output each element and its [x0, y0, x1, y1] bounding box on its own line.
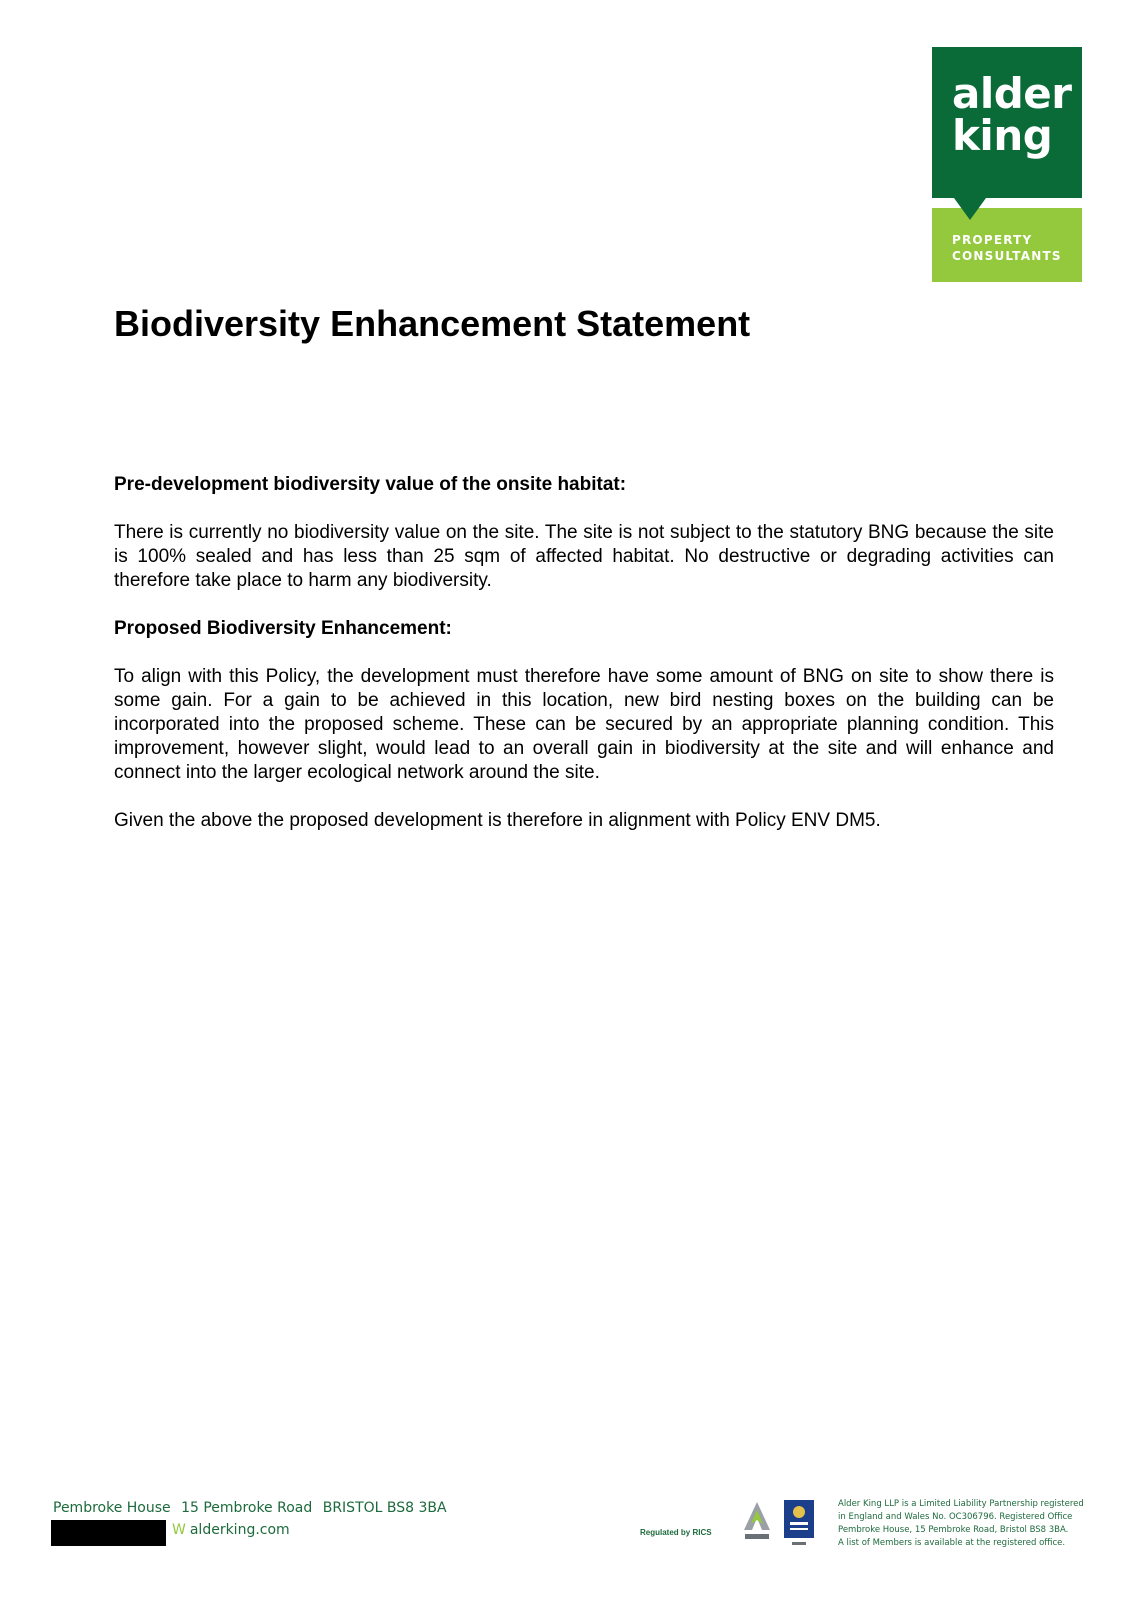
legal-line: in England and Wales No. OC306796. Registered Office — [838, 1512, 1073, 1522]
logo-word-king: king — [952, 111, 1053, 160]
document-body — [114, 473, 1054, 857]
paragraph-conclusion: Given the above the proposed development is therefore in alignment with Policy ENV DM5. — [114, 810, 881, 831]
logo-notch-icon — [954, 198, 986, 220]
website-prefix: W — [172, 1522, 186, 1538]
document-title: Biodiversity Enhancement Statement — [114, 303, 751, 344]
footer-address-city: BRISTOL BS8 3BA — [322, 1500, 447, 1516]
logo-word-alder: alder — [952, 69, 1072, 118]
legal-line: A list of Members is available at the registered office. — [838, 1538, 1066, 1548]
logo-top-block — [932, 47, 1082, 198]
footer-address-building: Pembroke House — [53, 1500, 171, 1516]
redaction-box — [51, 1520, 166, 1546]
footer-address — [53, 1500, 453, 1516]
footer-address-street: 15 Pembroke Road — [181, 1500, 313, 1516]
regulated-by-rics: Regulated by RICS — [640, 1528, 712, 1537]
footer-website — [172, 1522, 290, 1538]
footer-legal-text — [838, 1498, 1088, 1550]
legal-line: Pembroke House, 15 Pembroke Road, Bristol BS8 3BA. — [838, 1525, 1069, 1535]
logo-sub-consultants: CONSULTANTS — [952, 249, 1062, 263]
section-heading-proposed-enhancement: Proposed Biodiversity Enhancement: — [114, 618, 452, 639]
paragraph-pre-development: There is currently no biodiversity value on the site. The site is not subject to the statutory BNG because the site is 100% sealed and has less than 25 sqm of affected habitat. No destructive or degrading activities can therefore take place to harm any biodiversity. — [114, 522, 1054, 591]
logo-sub-property: PROPERTY — [952, 233, 1033, 247]
section-heading-pre-development: Pre-development biodiversity value of the onsite habitat: — [114, 474, 627, 495]
website-link[interactable]: alderking.com — [189, 1522, 290, 1538]
alder-king-logo — [932, 47, 1082, 282]
paragraph-proposed-enhancement: To align with this Policy, the development must therefore have some amount of BNG on site to show there is some gain. For a gain to be achieved in this location, new bird nesting boxes on the building can be incorporated into the proposed scheme. These can be secured by an appropriate planning condition. This improvement, however slight, would lead to an overall gain in biodiversity at the site and will enhance and connect into the larger ecological network around the site. — [114, 666, 1054, 783]
legal-line: Alder King LLP is a Limited Liability Partnership registered — [838, 1499, 1084, 1509]
rics-accreditation-icon — [742, 1500, 772, 1542]
ukas-accreditation-icon — [782, 1498, 816, 1550]
